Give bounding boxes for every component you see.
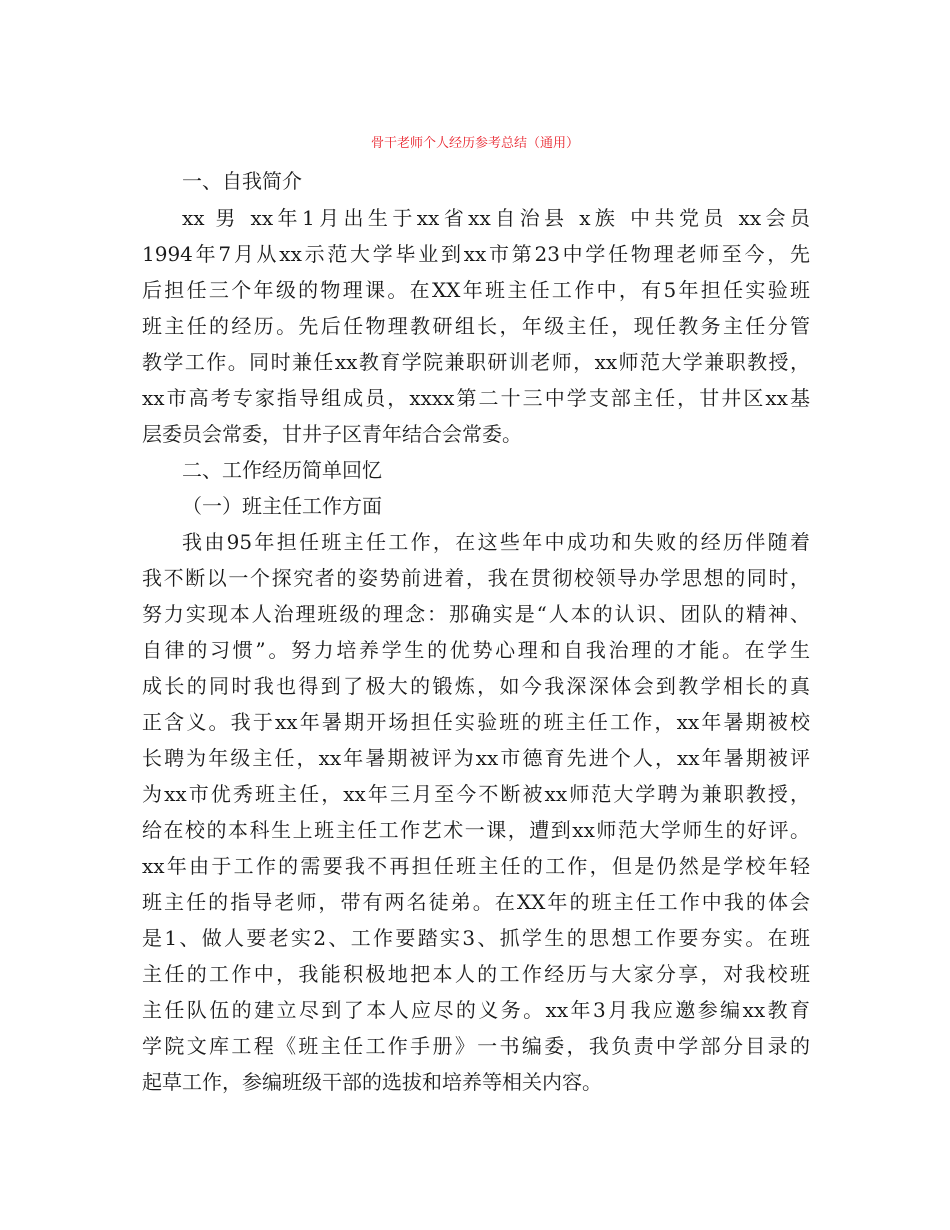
paragraph-line: xx 男 xx年1月出生于xx省xx自治县 x族 中共党员 xx会员 <box>182 206 810 230</box>
paragraph-line: 我由95年担任班主任工作，在这些年中成功和失败的经历伴随着 <box>182 530 810 554</box>
paragraph-line: 1994年7月从xx示范大学毕业到xx市第23中学任物理老师至今，先 <box>142 242 810 266</box>
section-heading-self-intro: 一、自我简介 <box>182 169 302 193</box>
paragraph-line: 学院文库工程《班主任工作手册》一书编委，我负责中学部分目录的 <box>142 1034 810 1058</box>
paragraph-line: 起草工作，参编班级干部的选拔和培养等相关内容。 <box>142 1070 602 1094</box>
paragraph-line: xx年由于工作的需要我不再担任班主任的工作，但是仍然是学校年轻 <box>142 854 810 878</box>
paragraph-line: 层委员会常委，甘井子区青年结合会常委。 <box>142 422 522 446</box>
document-title: 骨干老师个人经历参考总结（通用） <box>370 136 579 151</box>
paragraph-line: 正含义。我于xx年暑期开场担任实验班的班主任工作，xx年暑期被校 <box>142 710 810 734</box>
paragraph-line: 努力实现本人治理班级的理念：那确实是“人本的认识、团队的精神、 <box>142 602 810 626</box>
paragraph-line: 后担任三个年级的物理课。在XX年班主任工作中，有5年担任实验班 <box>142 278 810 302</box>
paragraph-line: 为xx市优秀班主任，xx年三月至今不断被xx师范大学聘为兼职教授， <box>142 782 810 806</box>
paragraph-line: 自律的习惯”。努力培养学生的优势心理和自我治理的才能。在学生 <box>142 638 810 662</box>
paragraph-line: 给在校的本科生上班主任工作艺术一课，遭到xx师范大学师生的好评。 <box>142 818 810 842</box>
paragraph-line: xx市高考专家指导组成员，xxxx第二十三中学支部主任，甘井区xx基 <box>142 386 810 410</box>
paragraph-line: 成长的同时我也得到了极大的锻炼，如今我深深体会到教学相长的真 <box>142 674 810 698</box>
section-heading-work-review: 二、工作经历简单回忆 <box>182 458 382 482</box>
paragraph-line: 是1、做人要老实2、工作要踏实3、抓学生的思想工作要夯实。在班 <box>142 926 810 950</box>
paragraph-line: 主任队伍的建立尽到了本人应尽的义务。xx年3月我应邀参编xx教育 <box>142 998 810 1022</box>
paragraph-line: 班主任的指导老师，带有两名徒弟。在XX年的班主任工作中我的体会 <box>142 890 810 914</box>
subsection-heading-head-teacher: （一）班主任工作方面 <box>182 494 382 518</box>
paragraph-line: 主任的工作中，我能积极地把本人的工作经历与大家分享，对我校班 <box>142 962 810 986</box>
paragraph-line: 长聘为年级主任，xx年暑期被评为xx市德育先进个人，xx年暑期被评 <box>142 746 810 770</box>
paragraph-line: 班主任的经历。先后任物理教研组长，年级主任，现任教务主任分管 <box>142 314 810 338</box>
paragraph-line: 我不断以一个探究者的姿势前进着，我在贯彻校领导办学思想的同时， <box>142 566 810 590</box>
paragraph-line: 教学工作。同时兼任xx教育学院兼职研训老师，xx师范大学兼职教授， <box>142 350 810 374</box>
